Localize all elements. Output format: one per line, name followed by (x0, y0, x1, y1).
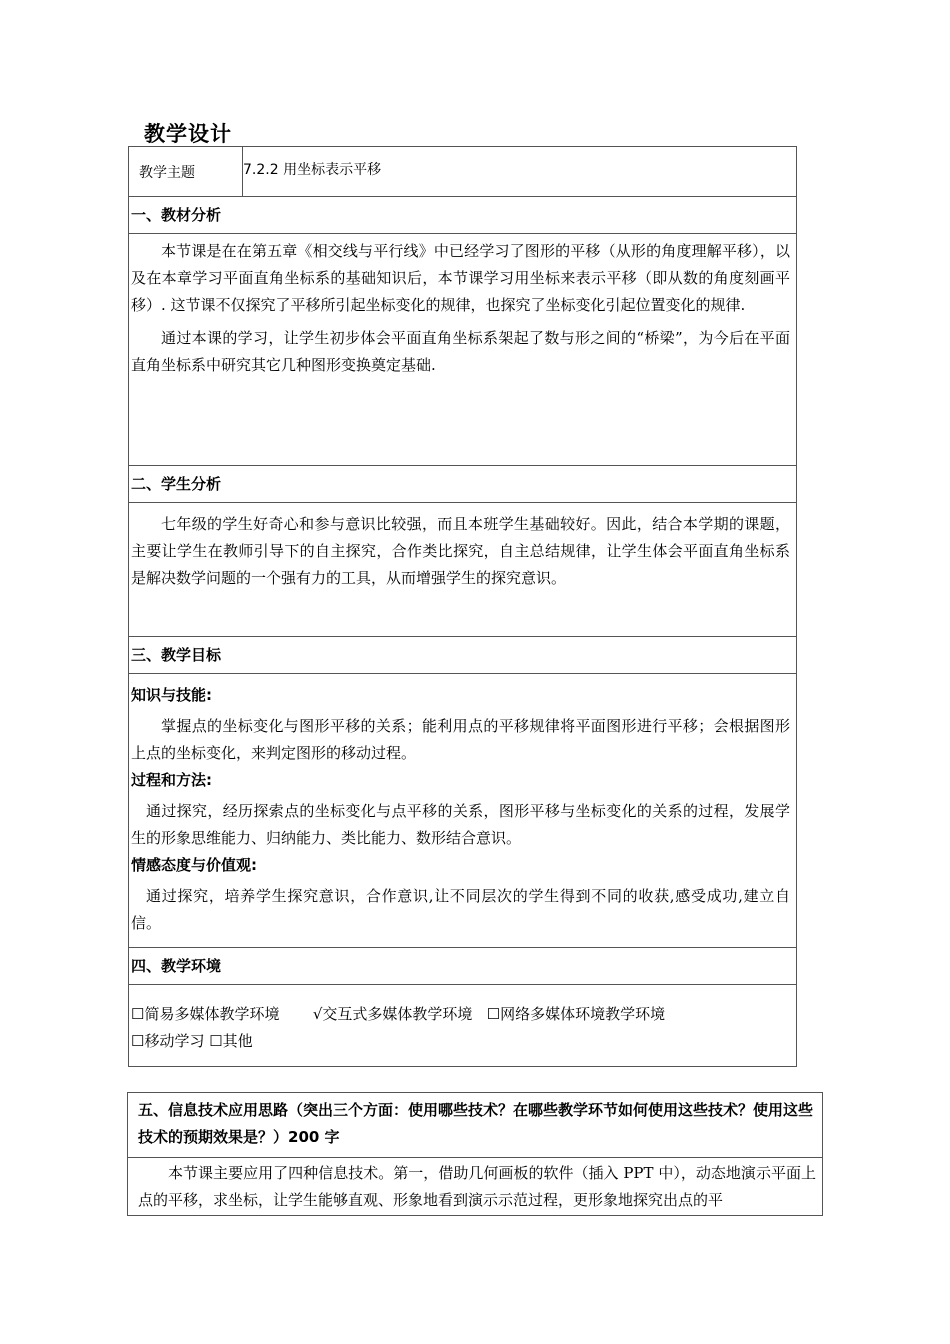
section1-body (129, 234, 797, 466)
attitude-values-label: 情感态度与价值观: (131, 856, 257, 874)
env-option-interactive-multimedia[interactable]: √交互式多媒体教学环境 (312, 1005, 473, 1023)
section5-body (128, 1158, 823, 1216)
section5-paragraph: 本节课主要应用了四种信息技术。第一，借助几何画板的软件（插入 PPT 中），动态地演示平面上点的平移，求坐标，让学生能够直观、形象地看到演示示范过程，更形象地探究出点的平 (138, 1164, 816, 1209)
section2-heading: 二、学生分析 (129, 466, 797, 503)
section5-heading: 五、信息技术应用思路（突出三个方面：使用哪些技术？在哪些教学环节如何使用这些技术？使用这些技术的预期效果是？）200 字 (128, 1093, 823, 1158)
knowledge-skills-label: 知识与技能: (131, 686, 212, 704)
section1-paragraph-1: 本节课是在在第五章《相交线与平行线》中已经学习了图形的平移（从形的角度理解平移），以及在本章学习平面直角坐标系的基础知识后，本节课学习用坐标来表示平移（即从数的角度刻画平移）. 这节课不仅探究了平移所引起坐标变化的规律，也探究了坐标变化引起位置变化的规律. (131, 242, 790, 314)
section1-paragraph-2: 通过本课的学习，让学生初步体会平面直角坐标系架起了数与形之间的“桥梁”，为今后在平面直角坐标系中研究其它几种图形变换奠定基础. (131, 329, 790, 374)
page-title: 教学设计 (144, 122, 232, 146)
tech-application-table (127, 1092, 823, 1216)
section3-heading: 三、教学目标 (129, 637, 797, 674)
section1-heading: 一、教材分析 (129, 197, 797, 234)
section2-paragraph: 七年级的学生好奇心和参与意识比较强，而且本班学生基础较好。因此，结合本学期的课题，主要让学生在教师引导下的自主探究，合作类比探究，自主总结规律，让学生体会平面直角坐标系是解决数学问题的一个强有力的工具，从而增强学生的探究意识。 (131, 515, 790, 587)
attitude-values-text: 通过探究，培养学生探究意识，合作意识,让不同层次的学生得到不同的收获,感受成功,建立自信。 (131, 887, 790, 932)
topic-label-cell (129, 147, 243, 197)
env-option-mobile-learning[interactable]: ☐移动学习 (131, 1032, 205, 1050)
process-method-text: 通过探究，经历探索点的坐标变化与点平移的关系，图形平移与坐标变化的关系的过程，发展学生的形象思维能力、归纳能力、类比能力、数形结合意识。 (131, 802, 790, 847)
env-option-network-multimedia[interactable]: ☐网络多媒体环境教学环境 (486, 1005, 666, 1023)
topic-label: 教学主题 (139, 164, 195, 181)
design-table (128, 146, 797, 1067)
section4-heading: 四、教学环境 (129, 948, 797, 985)
section3-body (129, 674, 797, 948)
topic-value-cell (243, 147, 797, 197)
env-option-simple-multimedia[interactable]: ☐简易多媒体教学环境 (131, 1005, 280, 1023)
section2-body (129, 503, 797, 637)
topic-value: 7.2.2 用坐标表示平移 (243, 162, 382, 178)
env-option-other[interactable]: ☐其他 (209, 1032, 253, 1050)
process-method-label: 过程和方法: (131, 771, 212, 789)
section4-body (129, 985, 797, 1067)
knowledge-skills-text: 掌握点的坐标变化与图形平移的关系；能利用点的平移规律将平面图形进行平移；会根据图形上点的坐标变化，来判定图形的移动过程。 (131, 717, 790, 762)
